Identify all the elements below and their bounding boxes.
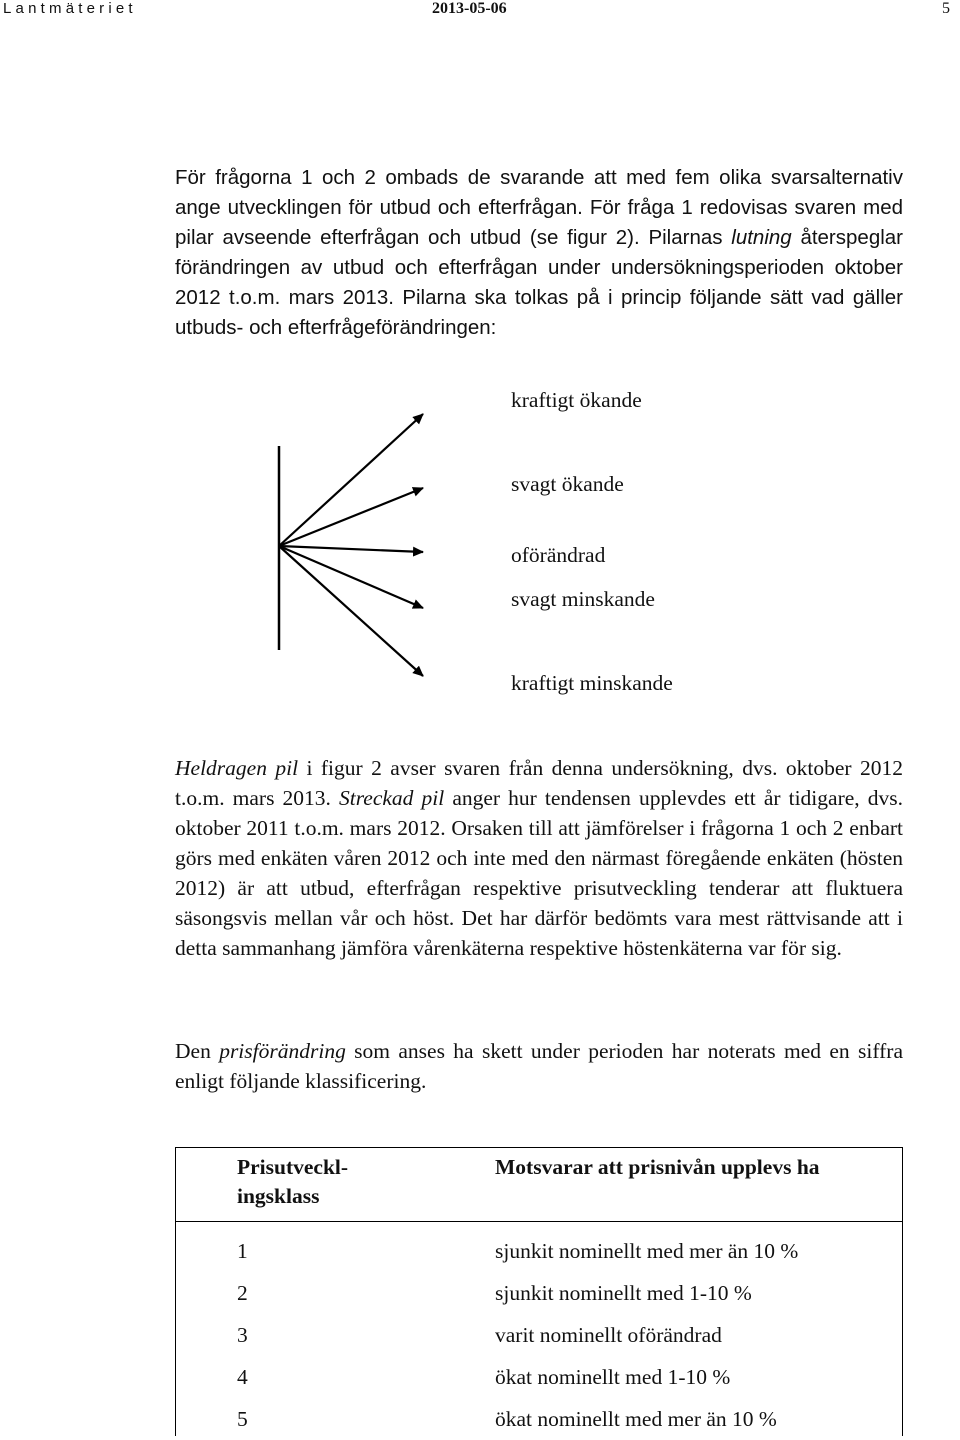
label-strongly-decreasing: kraftigt minskande [511,671,673,695]
table-row [175,1222,903,1273]
description-cell: ökat nominellt med 1-10 % [495,1365,731,1389]
dashed-arrow-term: Streckad pil [339,786,445,810]
table-row [175,1272,903,1314]
class-cell: 3 [237,1323,248,1347]
arrow-slightly-increasing [279,488,423,546]
arrow-direction-figure [260,400,440,690]
header-date: 2013-05-06 [432,0,507,17]
class-cell: 4 [237,1365,248,1389]
price-emphasis: prisförändring [219,1039,346,1063]
header-class-line2: ingsklass [237,1184,320,1208]
price-change-paragraph [175,1036,903,1096]
header-price-class [175,1147,433,1222]
price-text-b: som anses ha skett under perioden har noterats med en siffra enligt följande klassificering. [175,1039,903,1093]
explanation-text-b: anger hur tendensen upplevdes ett år tidigare, dvs. oktober 2011 t.o.m. mars 2012. Orsaken till att jämförelser i frågorna 1 och 2 enbart görs med enkäten våren 2012 och inte med den närmast föregående enkäten (hösten 2012) är att utbud, efterfrågan respektive prisutveckling tenderar att fluktuera säsongsvis mellan vår och höst. Det har därför bedömts vara mest rättvisande att i detta sammanhang jämföra vårenkäterna respektive höstenkäterna var för sig. [175,786,903,960]
class-cell: 5 [237,1407,248,1431]
label-slightly-increasing: svagt ökande [511,472,624,496]
arrow-explanation-paragraph [175,753,903,963]
class-cell: 2 [237,1281,248,1305]
description-cell: sjunkit nominellt med mer än 10 % [495,1239,799,1263]
arrow-strongly-increasing [279,414,423,546]
explanation-text-a: i figur 2 avser svaren från denna undersökning, dvs. oktober 2012 t.o.m. mars 2013. [175,756,903,810]
intro-emphasis: lutning [731,226,792,249]
table-header-row [175,1147,903,1222]
arrow-strongly-decreasing [279,546,423,676]
description-cell: sjunkit nominellt med 1-10 % [495,1281,752,1305]
arrow-slightly-decreasing [279,546,423,608]
table-row [175,1398,903,1440]
arrow-unchanged [279,546,423,552]
header-class-line1: Prisutveckl- [237,1155,349,1179]
class-cell: 1 [237,1239,248,1263]
label-slightly-decreasing: svagt minskande [511,587,655,611]
header-page-number: 5 [942,0,950,17]
intro-paragraph [175,163,903,343]
intro-text-a: För frågorna 1 och 2 ombads de svarande att med fem olika svarsalternativ ange utvecklingen för utbud och efterfrågan. För fråga 1 redovisas svaren med pilar avseende efterfrågan och utbud (se figur 2). Pilarnas [175,166,903,249]
intro-text-b: återspeglar förändringen av utbud och efterfrågan under undersökningsperioden oktober 2012 t.o.m. mars 2013. Pilarna ska tolkas på i princip följande sätt vad gäller utbuds- och efterfrågeförändringen: [175,226,903,339]
header-organization: Lantmäteriet [3,0,137,17]
solid-arrow-term: Heldragen pil [175,756,299,780]
price-text-a: Den [175,1039,220,1063]
table-row [175,1314,903,1356]
label-unchanged: oförändrad [511,543,606,567]
header-description: Motsvarar att prisnivån upplevs ha [433,1147,903,1222]
label-strongly-increasing: kraftigt ökande [511,388,642,412]
table-row [175,1356,903,1398]
description-cell: varit nominellt oförändrad [495,1323,722,1347]
description-cell: ökat nominellt med mer än 10 % [495,1407,777,1431]
price-class-table [175,1147,903,1440]
